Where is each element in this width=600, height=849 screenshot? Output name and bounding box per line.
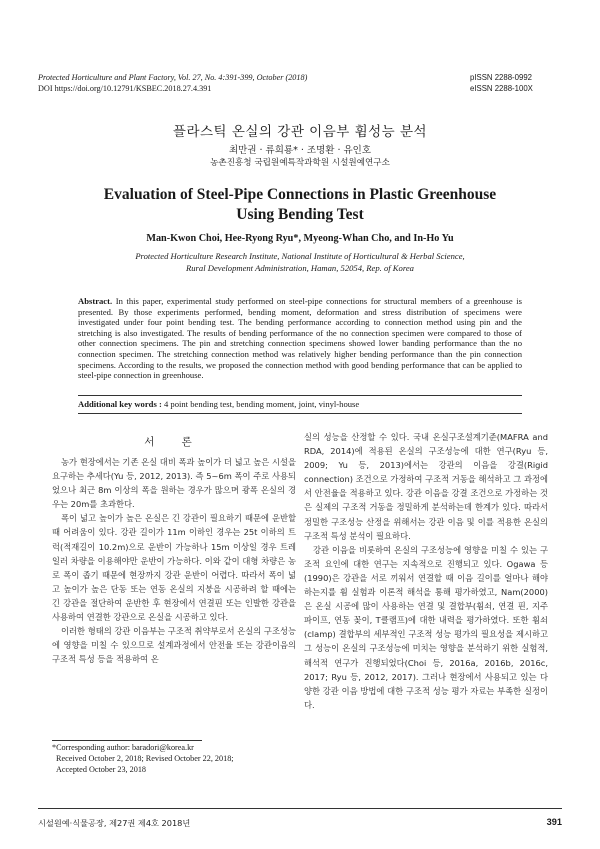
journal-line: Protected Horticulture and Plant Factory, Vol. 27, No. 4:391-399, October (2018) (38, 73, 308, 82)
received-date: Received October 2, 2018; Revised October 22, 2018; (56, 754, 234, 763)
keywords-text: 4 point bending test, bending moment, joint, vinyl-house (161, 399, 360, 409)
english-affiliation-line1: Protected Horticulture Research Institute, National Institute of Horticultural & Herbal Science, (135, 251, 465, 261)
footnote-rule (52, 740, 202, 741)
journal-header (38, 72, 562, 94)
page-number: 391 (546, 817, 562, 827)
footer-journal: 시설원예·식물공장, 제27권 제4호 2018년 (38, 818, 191, 828)
english-title-line2: Using Bending Test (236, 206, 364, 223)
paragraph: 강관 이음을 비롯하여 온실의 구조성능에 영향을 미칠 수 있는 구조적 요인에 대한 연구는 지속적으로 진행되고 있다. Ogawa 등(1990)은 강관을 서로 끼워서 연결할 때 이음 길이를 얼마나 해야 하는지를 휨 실험과 이론적 해석을 통해 평가하였고, Nam(2000)은 온실 시공에 많이 사용하는 연결 및 결합부(휨쇠, 연결 핀, 지주 파이프, 연동 꽂이, T클램프)에 대한 내력을 평가하였다. 또한 휨쇠(clamp) 결합부의 세부적인 구조적 성능 평가의 필요성을 제시하고 그 성능이 온실의 구조성능에 미치는 영향을 분석하기 위한 실험적, 해석적 연구가 진행되었다(Choi 등, 2016a, 2016b, 2016c, 2017; Ryu 등, 2012, 2017). 그러나 현장에서 사용되고 있는 다양한 강관 이음 방법에 대한 구조적 성능 평가 자료는 부족한 실정이다. (304, 544, 548, 710)
keywords-top-rule (78, 395, 522, 396)
corresponding-author: *Corresponding author: baradori@korea.kr (52, 743, 194, 752)
paragraph: 이러한 형태의 강관 이음부는 구조적 취약부로서 온실의 구조성능에 영향을 미칠 수 있으므로 설계과정에서 안전율 또는 강관이음의 구조적 특성 등을 적용하여 온 (52, 626, 296, 665)
english-title (0, 185, 600, 225)
accepted-date: Accepted October 23, 2018 (56, 765, 147, 774)
pissn: pISSN 2288-0992 (470, 73, 532, 82)
english-title-line1: Evaluation of Steel-Pipe Connections in Plastic Greenhouse (103, 186, 497, 203)
keywords-label: Additional key words : (78, 399, 162, 409)
keywords (78, 399, 522, 409)
korean-affiliation: 농촌진흥청 국립원예특작과학원 시설원예연구소 (210, 158, 390, 168)
english-affiliation (0, 250, 600, 274)
paragraph: 농가 현장에서는 기존 온실 대비 폭과 높이가 더 넓고 높은 시설을 요구하는 추세다(Yu 등, 2012, 2013). 즉 5~6m 폭이 주로 사용되었으나 최근 8m 이상의 폭을 원하는 경우가 많으며 광폭 온실의 경우는 20m를 초과한다. (52, 457, 296, 510)
footnote (52, 742, 296, 775)
abstract (78, 296, 522, 381)
korean-authors: 최만권 · 류희룡* · 조명환 · 유인호 (228, 145, 372, 156)
korean-title: 플라스틱 온실의 강관 이음부 휨성능 분석 (172, 124, 428, 140)
paragraph: 실의 성능을 산정할 수 있다. 국내 온실구조설계기준(MAFRA and RDA, 2014)에 적용된 온실의 구조성능에 대한 연구(Ryu 등, 2009; Yu 등, 2013)에서는 강관의 이음을 강결(Rigid connection) 조건으로 가정하여 구조적 거동을 해석하고 그 과정에서 안전율을 적용하고 있다. 강관 이음을 강결 조건으로 가정하는 것은 실제의 구조적 거동을 정밀하게 분석하는데 한계가 있다. 따라서 정밀한 구조성능 산정을 위해서는 강관 이음 및 이를 적용한 온실의 구조적 특성 분석이 필요하다. (304, 432, 548, 541)
english-affiliation-line2: Rural Development Administration, Haman, 52054, Rep. of Korea (186, 263, 414, 273)
right-column (304, 430, 548, 712)
journal-citation (38, 72, 307, 94)
paragraph: 폭이 넓고 높이가 높은 온실은 긴 강관이 필요하기 때문에 운반할 때 어려움이 있다. 강관 길이가 11m 이하인 경우는 25t 이하의 트럭(적재길이 10.2m)으로 운반이 가능하나 15m 이상일 경우 트레일러 차량을 이용해야만 운반이 가능하다. 이와 같이 대형 차량은 농로 폭이 좁기 때문에 현장까지 강관 운반이 어렵다. 따라서 폭이 넓고 높이가 높은 단동 또는 연동 온실의 지붕을 시공하려 할 때에는 긴 강관을 절단하여 운반한 후 현장에서 연결핀 또는 인발한 강관을 사용하여 연결한 강관으로 온실을 시공하고 있다. (52, 513, 296, 623)
issn-block (470, 72, 562, 94)
section-heading-introduction: 서 론 (144, 436, 204, 448)
keywords-bottom-rule (78, 413, 522, 414)
doi-line: DOI https://doi.org/10.12791/KSBEC.2018.27.4.391 (38, 84, 212, 93)
abstract-label: Abstract. (78, 296, 113, 306)
abstract-text: In this paper, experimental study performed on steel-pipe connections for structural members of a greenhouse is presented. By those experiments performed, bending moment, deformation and stress distribution of specimens were investigated under four point bending test. The bending performance according to connection method using pin and the stretching is also investigated. The results of bending performance of the no connection specimen were compared to those of other connection specimens. The pin and stretching connection specimens showed lower banding performance than the no connection specimen. The stretching connection method was relatively higher bending performance than the pin connection specimens. According to the results, we proposed the connection method with good bending performance that can be applied to steel-pipe connection in greenhouse. (78, 296, 522, 381)
english-authors: Man-Kwon Choi, Hee-Ryong Ryu*, Myeong-Whan Cho, and In-Ho Yu (146, 233, 454, 244)
eissn: eISSN 2288-100X (470, 84, 533, 93)
left-column (52, 455, 296, 666)
footer-rule (38, 808, 562, 809)
